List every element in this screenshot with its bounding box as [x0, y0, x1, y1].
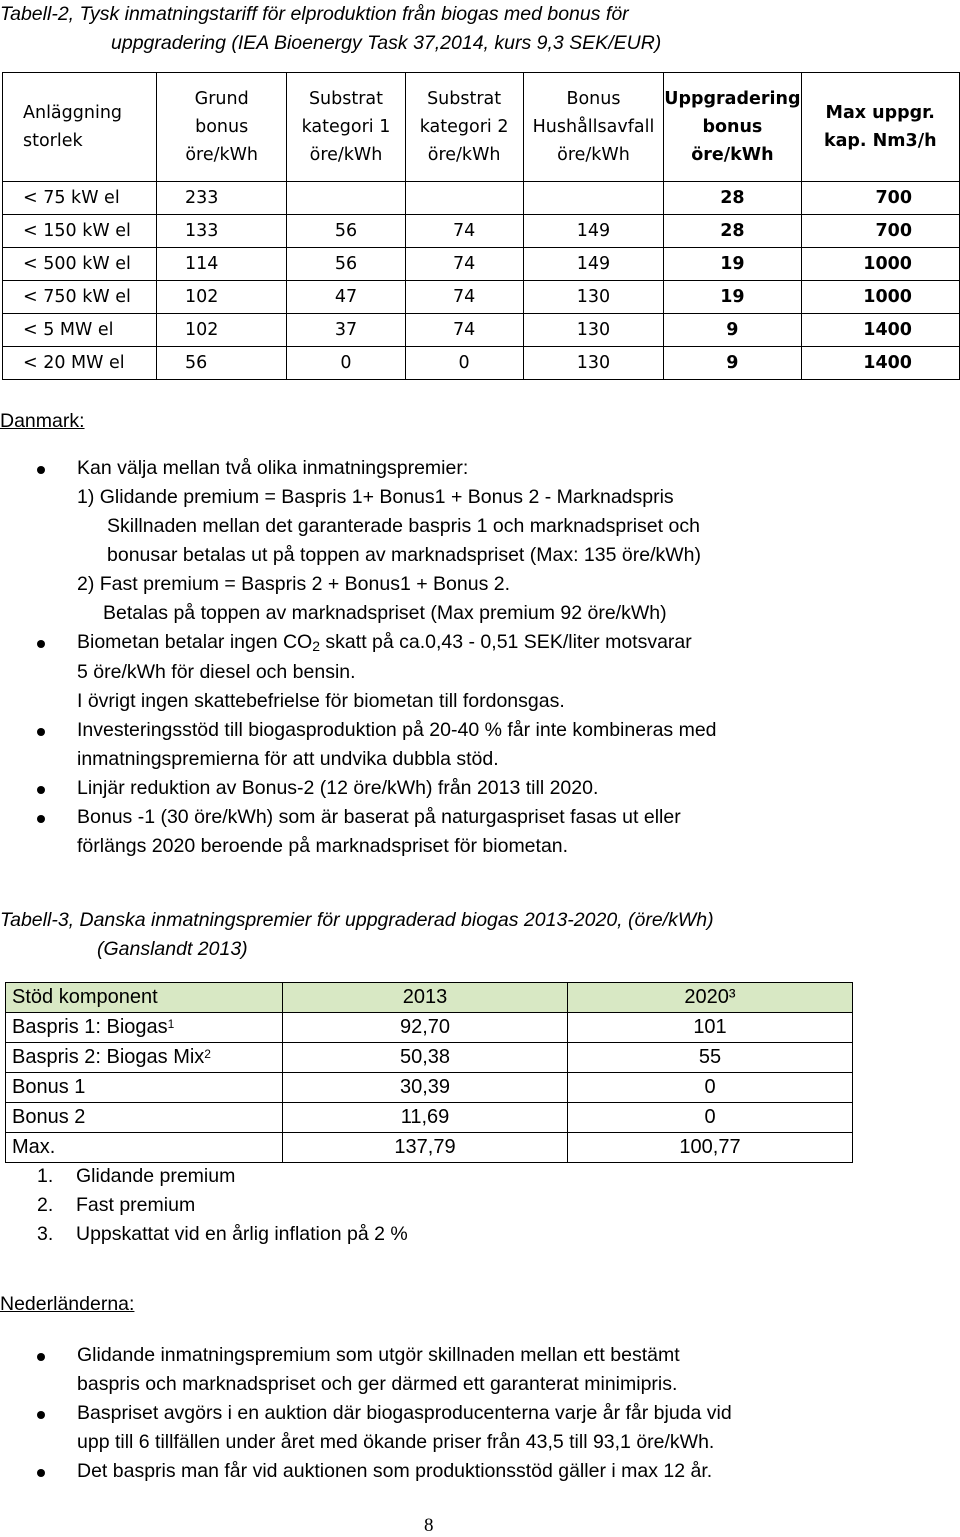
cell-2013: 11,69 [283, 1103, 568, 1133]
cell-grund: 233 [156, 182, 286, 215]
bullet-text: upp till 6 tillfällen under året med ökande priser från 43,5 till 93,1 öre/kWh. [77, 1431, 715, 1453]
bullet-text: Betalas på toppen av marknadspriset (Max premium 92 öre/kWh) [103, 602, 667, 624]
cell-size: < 5 MW el [3, 314, 157, 347]
header-substrat-1 [287, 73, 405, 182]
cell-max: 1400 [801, 314, 959, 347]
bullet-text: Bonus -1 (30 öre/kWh) som är baserat på naturgaspriset fasas ut eller [77, 806, 681, 828]
table3-caption-line1: Tabell-3, Danska inmatningspremier för uppgraderad biogas 2013-2020, (öre/kWh) [0, 909, 714, 931]
cell-max: 700 [801, 215, 959, 248]
text-part: Biometan betalar ingen CO [77, 631, 313, 653]
bullet-text: Baspriset avgörs i en auktion där biogasproducenterna varje år får bjuda vid [77, 1402, 732, 1424]
list-item [0, 1457, 940, 1486]
header-line: Grund [194, 89, 249, 109]
bullet-text: 2) Fast premium = Baspris 2 + Bonus1 + Bonus 2. [77, 573, 511, 595]
bullet-text: 5 öre/kWh för diesel och bensin. [77, 661, 356, 683]
header-line: kap. Nm3/h [823, 131, 937, 151]
header-bonus-hushall [523, 73, 664, 182]
cell-2020: 0 [568, 1073, 853, 1103]
cell-sub2: 74 [405, 215, 523, 248]
cell-uppg: 19 [664, 248, 801, 281]
cell-component [6, 1043, 283, 1073]
subscript: 2 [312, 638, 321, 654]
cell-sub2: 74 [405, 281, 523, 314]
list-item [0, 774, 940, 803]
table-row [3, 215, 960, 248]
bullet-text: I övrigt ingen skattebefrielse för biometan till fordonsgas. [77, 690, 565, 712]
header-anlaggning [3, 73, 157, 182]
cell-size: < 150 kW el [3, 215, 157, 248]
bullet-icon [37, 815, 45, 823]
bullet-icon [37, 728, 45, 736]
bullet-text: inmatningspremierna för att undvika dubbla stöd. [77, 748, 499, 770]
cell-uppg: 9 [664, 347, 801, 380]
cell-sub1: 47 [287, 281, 405, 314]
cell-uppg: 28 [664, 215, 801, 248]
header-substrat-2 [405, 73, 523, 182]
cell-size: < 500 kW el [3, 248, 157, 281]
table-row [6, 1103, 853, 1133]
cell-hush: 130 [523, 314, 664, 347]
table2-header-row [3, 73, 960, 182]
header-line: bonus [195, 117, 249, 137]
header-line: Bonus [566, 89, 621, 109]
bullet-text: Investeringsstöd till biogasproduktion på 20-40 % får inte kombineras med [77, 719, 717, 741]
list-item [37, 1220, 408, 1249]
header-line: bonus [702, 117, 763, 137]
header-max-uppgr [801, 73, 959, 182]
cell-2013: 92,70 [283, 1013, 568, 1043]
cell-sub1: 0 [287, 347, 405, 380]
cell-sub1: 56 [287, 215, 405, 248]
cell-max: 1000 [801, 281, 959, 314]
header-2020: 2020³ [568, 983, 853, 1013]
cell-2013: 30,39 [283, 1073, 568, 1103]
cell-grund: 102 [156, 314, 286, 347]
table2-caption-line2: uppgradering (IEA Bioenergy Task 37,2014, kurs 9,3 SEK/EUR) [111, 32, 662, 54]
cell-2013: 137,79 [283, 1133, 568, 1163]
cell-hush: 149 [523, 248, 664, 281]
bullet-text: baspris och marknadspriset och ger därmed ett garanterat minimipris. [77, 1373, 678, 1395]
note-text: Uppskattat vid en årlig inflation på 2 % [76, 1223, 408, 1245]
cell-2020: 55 [568, 1043, 853, 1073]
cell-max: 1400 [801, 347, 959, 380]
bullet-text: 1) Glidande premium = Baspris 1+ Bonus1 + Bonus 2 - Marknadspris [77, 486, 674, 508]
label-text: Baspris 1: Biogas [12, 1016, 168, 1038]
header-line: Uppgradering [664, 89, 801, 109]
bullet-text: Linjär reduktion av Bonus-2 (12 öre/kWh) från 2013 till 2020. [77, 777, 599, 799]
cell-size: < 750 kW el [3, 281, 157, 314]
denmark-heading: Danmark: [0, 410, 85, 432]
cell-sub2: 74 [405, 314, 523, 347]
header-line: öre/kWh [309, 145, 383, 165]
table-row [6, 1043, 853, 1073]
header-line: storlek [23, 131, 83, 151]
table3-header-row [6, 983, 853, 1013]
cell-max: 700 [801, 182, 959, 215]
header-line: Substrat [308, 89, 384, 109]
table2-caption-line1: Tabell-2, Tysk inmatningstariff för elproduktion från biogas med bonus för [0, 3, 629, 25]
cell-component: Max. [6, 1133, 283, 1163]
cell-sub2: 0 [405, 347, 523, 380]
table3-caption [0, 906, 714, 964]
superscript: 2 [204, 1047, 211, 1061]
cell-hush [523, 182, 664, 215]
header-line: kategori 1 [301, 117, 391, 137]
list-item [37, 1162, 408, 1191]
table2-caption [0, 0, 661, 58]
table-row [6, 1133, 853, 1163]
table-row [3, 248, 960, 281]
header-uppgradering [664, 73, 801, 182]
cell-sub1: 37 [287, 314, 405, 347]
superscript: 1 [167, 1017, 175, 1031]
note-text: Fast premium [76, 1194, 196, 1216]
table-row [3, 347, 960, 380]
cell-grund: 133 [156, 215, 286, 248]
cell-max: 1000 [801, 248, 959, 281]
header-line: öre/kWh [557, 145, 630, 165]
header-line: Hushållsavfall [532, 117, 655, 137]
header-line: kategori 2 [419, 117, 509, 137]
page-number: 8 [424, 1515, 434, 1536]
header-component: Stöd komponent [6, 983, 283, 1013]
cell-sub1: 56 [287, 248, 405, 281]
list-item [0, 628, 940, 716]
cell-uppg: 9 [664, 314, 801, 347]
bullet-text [77, 628, 940, 658]
list-item [0, 1341, 940, 1399]
bullet-text: Glidande inmatningspremium som utgör skillnaden mellan ett bestämt [77, 1344, 680, 1366]
bullet-icon [37, 640, 45, 648]
cell-grund: 114 [156, 248, 286, 281]
bullet-icon [37, 1469, 45, 1477]
cell-2020: 100,77 [568, 1133, 853, 1163]
cell-hush: 130 [523, 347, 664, 380]
table-row [3, 314, 960, 347]
cell-sub2: 74 [405, 248, 523, 281]
cell-2020: 101 [568, 1013, 853, 1043]
header-2013: 2013 [283, 983, 568, 1013]
bullet-text: Kan välja mellan två olika inmatningspremier: [77, 457, 469, 479]
list-item [0, 1399, 940, 1457]
list-item [0, 803, 940, 861]
list-item [0, 454, 940, 628]
header-line: Substrat [427, 89, 502, 109]
cell-component [6, 1013, 283, 1043]
netherlands-heading: Nederländerna: [0, 1293, 135, 1315]
cell-size: < 75 kW el [3, 182, 157, 215]
cell-uppg: 19 [664, 281, 801, 314]
header-line: öre/kWh [427, 145, 501, 165]
bullet-text: förlängs 2020 beroende på marknadspriset för biometan. [77, 835, 569, 857]
cell-hush: 149 [523, 215, 664, 248]
table-row [6, 1073, 853, 1103]
bullet-icon [37, 786, 45, 794]
bullet-icon [37, 466, 45, 474]
table3-caption-line2: (Ganslandt 2013) [97, 938, 248, 960]
header-line: Max uppgr. [825, 103, 935, 123]
bullet-icon [37, 1411, 45, 1419]
table-row [6, 1013, 853, 1043]
note-number: 3. [37, 1223, 54, 1245]
german-tariff-table [2, 72, 960, 380]
cell-2013: 50,38 [283, 1043, 568, 1073]
header-line: öre/kWh [691, 145, 774, 165]
danish-premium-table [5, 982, 853, 1163]
bullet-text: Det baspris man får vid auktionen som produktionsstöd gäller i max 12 år. [77, 1460, 713, 1482]
note-number: 2. [37, 1194, 54, 1216]
cell-sub1 [287, 182, 405, 215]
list-item [37, 1191, 408, 1220]
list-item [0, 716, 940, 774]
cell-grund: 102 [156, 281, 286, 314]
cell-2020: 0 [568, 1103, 853, 1133]
cell-component: Bonus 2 [6, 1103, 283, 1133]
denmark-bullet-list [0, 454, 940, 861]
cell-component: Bonus 1 [6, 1073, 283, 1103]
cell-size: < 20 MW el [3, 347, 157, 380]
note-text: Glidande premium [76, 1165, 236, 1187]
bullet-text: bonusar betalas ut på toppen av marknadspriset (Max: 135 öre/kWh) [107, 544, 701, 566]
text-part: skatt på ca.0,43 - 0,51 SEK/liter motsvarar [320, 631, 692, 653]
cell-sub2 [405, 182, 523, 215]
table-row [3, 281, 960, 314]
header-grund-bonus [156, 73, 286, 182]
header-line: öre/kWh [185, 145, 259, 165]
netherlands-bullet-list [0, 1341, 940, 1486]
label-text: Baspris 2: Biogas Mix [12, 1046, 205, 1068]
table-row [3, 182, 960, 215]
cell-hush: 130 [523, 281, 664, 314]
note-number: 1. [37, 1165, 54, 1187]
bullet-text: Skillnaden mellan det garanterade baspris 1 och marknadspriset och [107, 515, 700, 537]
header-line: Anläggning [23, 103, 123, 123]
table3-notes [37, 1162, 408, 1249]
bullet-icon [37, 1353, 45, 1361]
cell-uppg: 28 [664, 182, 801, 215]
cell-grund: 56 [156, 347, 286, 380]
